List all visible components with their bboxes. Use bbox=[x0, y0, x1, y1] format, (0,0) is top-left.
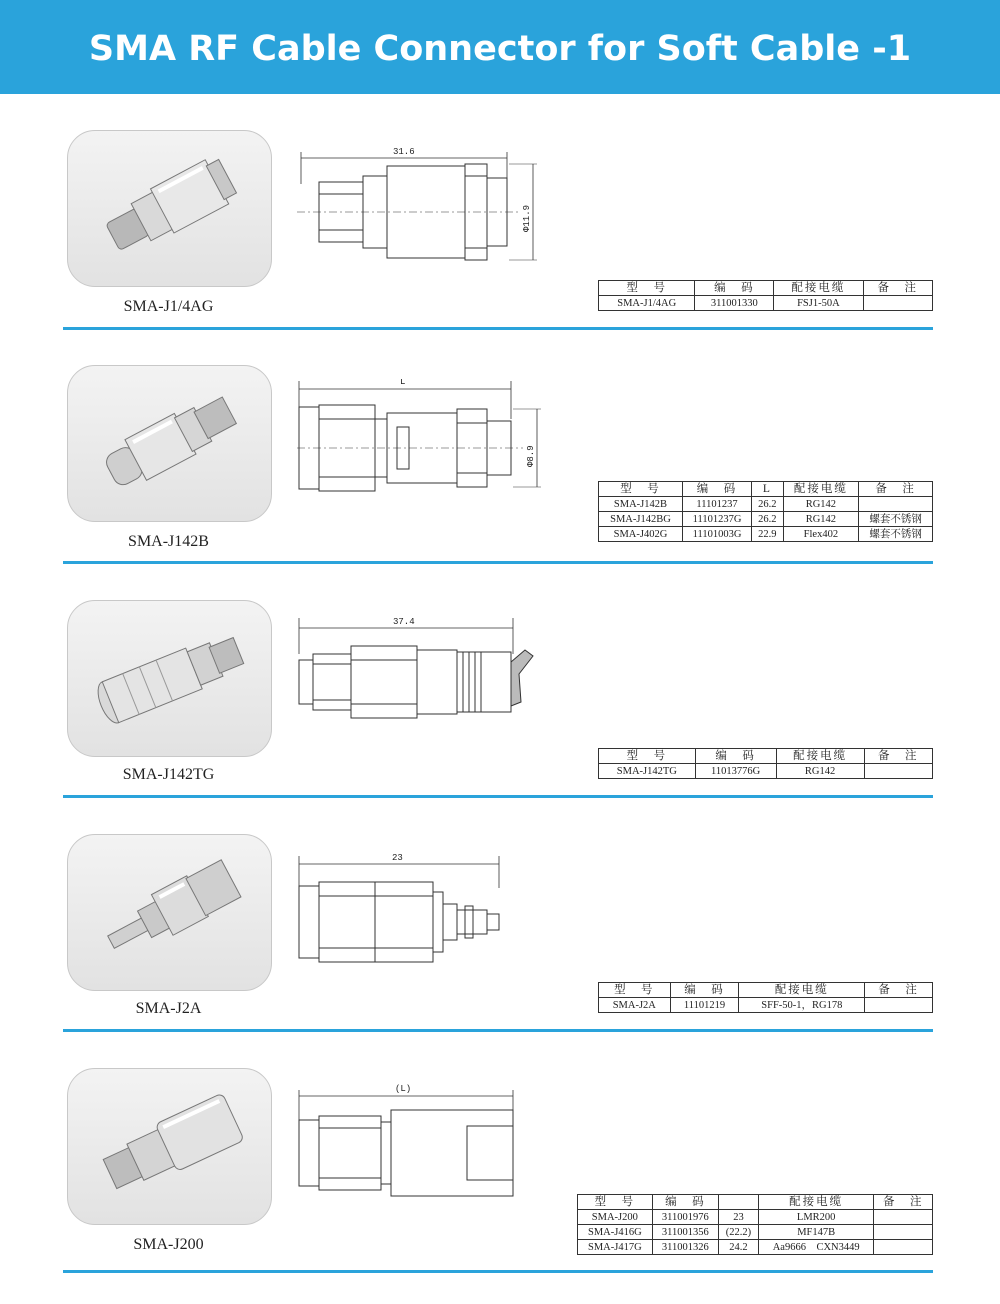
product-section bbox=[0, 1068, 1000, 1302]
product-section bbox=[0, 600, 1000, 834]
cell-cable: Aa9666 CXN3449 bbox=[758, 1240, 874, 1255]
page-title: SMA RF Cable Connector for Soft Cable -1 bbox=[88, 29, 912, 69]
cell-cable: RG142 bbox=[783, 497, 859, 512]
dimension-drawing bbox=[297, 614, 557, 734]
cell-model: SMA-J142TG bbox=[599, 764, 696, 779]
diameter-dimension: Φ11.9 bbox=[522, 204, 532, 232]
product-section bbox=[0, 834, 1000, 1068]
cell-code: 11101237G bbox=[682, 512, 751, 527]
cell-length: (22.2) bbox=[719, 1225, 759, 1240]
header-cable: 配接电缆 bbox=[783, 482, 859, 497]
header-cable: 配接电缆 bbox=[739, 983, 865, 998]
cell-remark bbox=[859, 497, 933, 512]
table-row bbox=[599, 497, 933, 512]
model-caption: SMA-J142B bbox=[128, 533, 209, 550]
diameter-dimension: Φ8.9 bbox=[526, 445, 536, 467]
cell-model: SMA-J2A bbox=[599, 998, 671, 1013]
length-dimension: (L) bbox=[395, 1084, 412, 1094]
header-remark: 备 注 bbox=[864, 749, 932, 764]
header-model: 型 号 bbox=[599, 482, 683, 497]
cell-code: 311001356 bbox=[652, 1225, 718, 1240]
cell-remark bbox=[874, 1225, 933, 1240]
header-remark: 备 注 bbox=[859, 482, 933, 497]
cell-remark: 螺套不锈钢 bbox=[859, 512, 933, 527]
header-code: 编 码 bbox=[682, 482, 751, 497]
header-cable: 配接电缆 bbox=[774, 281, 863, 296]
header-model: 型 号 bbox=[599, 281, 695, 296]
length-dimension: L bbox=[400, 379, 406, 387]
cell-model: SMA-J142B bbox=[599, 497, 683, 512]
cell-model: SMA-J417G bbox=[578, 1240, 653, 1255]
section-divider bbox=[63, 327, 933, 330]
header-model: 型 号 bbox=[578, 1195, 653, 1210]
cell-cable: MF147B bbox=[758, 1225, 874, 1240]
model-caption: SMA-J142TG bbox=[122, 766, 215, 783]
spec-table bbox=[598, 481, 933, 542]
spec-table bbox=[577, 1194, 933, 1255]
length-dimension: 37.4 bbox=[393, 617, 415, 627]
product-photo bbox=[67, 834, 272, 991]
table-row bbox=[599, 512, 933, 527]
table-row bbox=[578, 1240, 933, 1255]
cell-model: SMA-J200 bbox=[578, 1210, 653, 1225]
header-cable: 配接电缆 bbox=[758, 1195, 874, 1210]
cell-cable: Flex402 bbox=[783, 527, 859, 542]
cell-remark bbox=[874, 1210, 933, 1225]
cell-remark bbox=[864, 764, 932, 779]
product-photo bbox=[67, 130, 272, 287]
cell-length: 24.2 bbox=[719, 1240, 759, 1255]
dimension-drawing bbox=[297, 1082, 557, 1202]
section-divider bbox=[63, 795, 933, 798]
length-dimension: 23 bbox=[392, 853, 403, 863]
model-caption: SMA-J2A bbox=[135, 1000, 202, 1017]
table-row bbox=[599, 998, 933, 1013]
section-divider bbox=[63, 1029, 933, 1032]
header-code: 编 码 bbox=[695, 749, 776, 764]
cell-cable: RG142 bbox=[783, 512, 859, 527]
cell-code: 311001326 bbox=[652, 1240, 718, 1255]
section-divider bbox=[63, 561, 933, 564]
table-row bbox=[599, 527, 933, 542]
section-divider bbox=[63, 1270, 933, 1273]
cell-code: 311001330 bbox=[695, 296, 774, 311]
cell-code: 311001976 bbox=[652, 1210, 718, 1225]
cell-cable: LMR200 bbox=[758, 1210, 874, 1225]
spec-table bbox=[598, 982, 933, 1013]
header-code: 编 码 bbox=[695, 281, 774, 296]
cell-model: SMA-J1/4AG bbox=[599, 296, 695, 311]
header-length bbox=[719, 1195, 759, 1210]
model-caption: SMA-J1/4AG bbox=[123, 298, 214, 315]
spec-table bbox=[598, 748, 933, 779]
table-row bbox=[578, 1210, 933, 1225]
product-photo bbox=[67, 365, 272, 522]
cell-code: 11013776G bbox=[695, 764, 776, 779]
header-code: 编 码 bbox=[652, 1195, 718, 1210]
dimension-drawing bbox=[297, 144, 557, 264]
cell-cable: SFF-50-1，RG178 bbox=[739, 998, 865, 1013]
header-model: 型 号 bbox=[599, 749, 696, 764]
model-caption: SMA-J200 bbox=[133, 1236, 204, 1253]
cell-model: SMA-J416G bbox=[578, 1225, 653, 1240]
cell-length: 26.2 bbox=[752, 497, 783, 512]
spec-table bbox=[598, 280, 933, 311]
dimension-drawing bbox=[297, 848, 557, 968]
cell-cable: RG142 bbox=[776, 764, 864, 779]
dimension-drawing bbox=[297, 379, 557, 499]
cell-remark bbox=[863, 296, 933, 311]
header-length: L bbox=[752, 482, 783, 497]
cell-code: 11101003G bbox=[682, 527, 751, 542]
cell-remark bbox=[865, 998, 933, 1013]
product-photo bbox=[67, 600, 272, 757]
cell-length: 23 bbox=[719, 1210, 759, 1225]
cell-code: 11101237 bbox=[682, 497, 751, 512]
cell-code: 11101219 bbox=[670, 998, 739, 1013]
cell-model: SMA-J142BG bbox=[599, 512, 683, 527]
header-remark: 备 注 bbox=[863, 281, 933, 296]
table-row bbox=[599, 764, 933, 779]
cell-remark: 螺套不锈钢 bbox=[859, 527, 933, 542]
cell-length: 26.2 bbox=[752, 512, 783, 527]
cell-model: SMA-J402G bbox=[599, 527, 683, 542]
header-cable: 配接电缆 bbox=[776, 749, 864, 764]
product-photo bbox=[67, 1068, 272, 1225]
cell-cable: FSJ1-50A bbox=[774, 296, 863, 311]
cell-length: 22.9 bbox=[752, 527, 783, 542]
header-code: 编 码 bbox=[670, 983, 739, 998]
table-row bbox=[578, 1225, 933, 1240]
header-model: 型 号 bbox=[599, 983, 671, 998]
length-dimension: 31.6 bbox=[393, 147, 415, 157]
table-row bbox=[599, 296, 933, 311]
cell-remark bbox=[874, 1240, 933, 1255]
header-remark: 备 注 bbox=[874, 1195, 933, 1210]
header-remark: 备 注 bbox=[865, 983, 933, 998]
